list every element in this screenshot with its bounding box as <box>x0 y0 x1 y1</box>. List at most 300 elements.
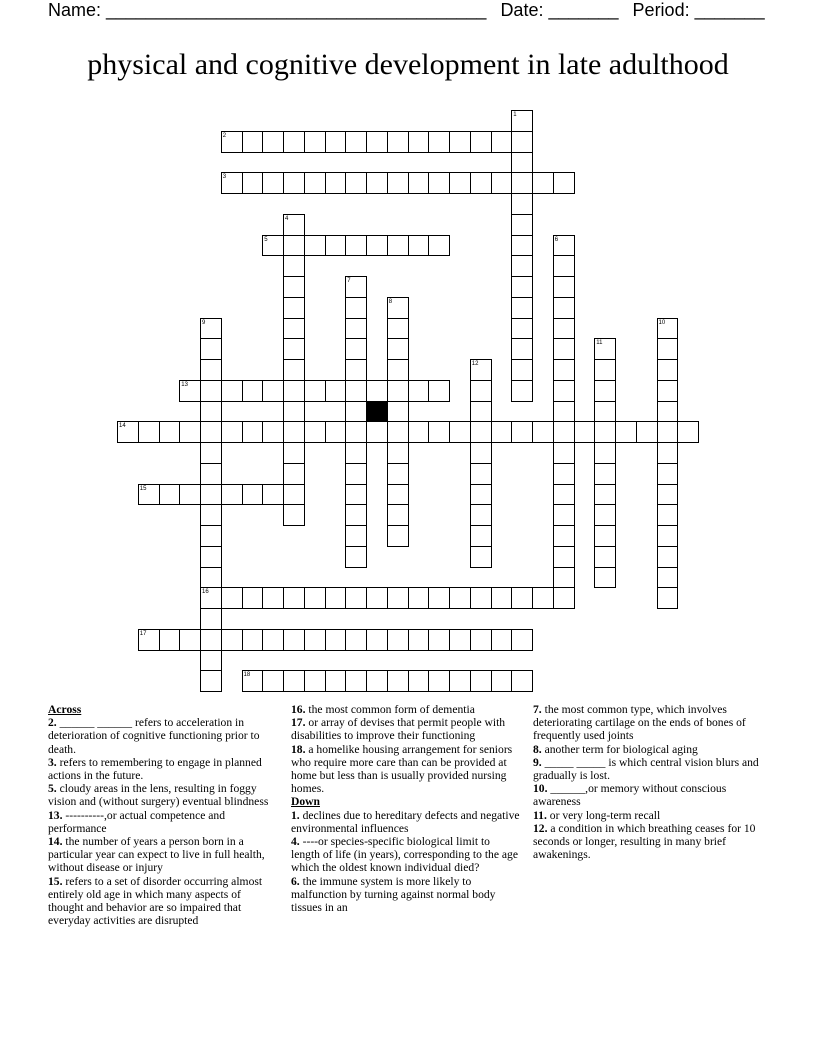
clue-item <box>291 743 521 796</box>
clue-number: 13. <box>48 808 66 822</box>
grid-cell[interactable] <box>511 152 533 174</box>
grid-cell[interactable] <box>345 629 367 651</box>
clue-number: 18. <box>291 742 309 756</box>
grid-cell[interactable] <box>553 484 575 506</box>
grid-cell[interactable] <box>594 463 616 485</box>
grid-cell[interactable] <box>366 670 388 692</box>
clue-number-label: 15 <box>139 485 147 492</box>
grid-cell[interactable] <box>200 338 222 360</box>
grid-cell[interactable] <box>511 318 533 340</box>
grid-cell[interactable] <box>262 670 284 692</box>
grid-cell[interactable] <box>387 504 409 526</box>
grid-cell[interactable] <box>428 629 450 651</box>
grid-cell[interactable] <box>532 421 554 443</box>
grid-cell[interactable] <box>345 401 367 423</box>
grid-cell[interactable] <box>387 235 409 257</box>
grid-cell[interactable] <box>200 670 222 692</box>
grid-cell[interactable] <box>408 670 430 692</box>
grid-cell[interactable] <box>200 629 222 651</box>
clue-text: a condition in which breathing ceases for 10 seconds or longer, resulting in many brief awakenings. <box>533 821 756 862</box>
clue-number-label: 4 <box>285 215 289 222</box>
grid-cell[interactable] <box>511 338 533 360</box>
clue-item <box>533 782 769 808</box>
grid-cell[interactable] <box>262 484 284 506</box>
grid-cell[interactable] <box>511 359 533 381</box>
grid-cell[interactable] <box>283 338 305 360</box>
clue-number: 10. <box>533 782 551 796</box>
grid-cell[interactable] <box>594 401 616 423</box>
clue-text: refers to a set of disorder occurring almost entirely old age in which many aspects of thought and behavior are so impaired that everyday activities are disrupted <box>48 874 263 928</box>
clue-number-label: 13 <box>181 381 188 388</box>
grid-cell[interactable] <box>325 131 347 153</box>
grid-cell[interactable] <box>594 380 616 402</box>
grid-cell[interactable] <box>200 380 222 402</box>
grid-cell[interactable] <box>200 421 222 443</box>
grid-cell[interactable] <box>594 567 616 589</box>
grid-cell[interactable] <box>242 172 264 194</box>
grid-cell[interactable] <box>553 401 575 423</box>
grid-cell[interactable] <box>325 629 347 651</box>
clues-column-1 <box>48 703 276 927</box>
grid-cell[interactable] <box>408 131 430 153</box>
grid-cell[interactable] <box>491 587 513 609</box>
grid-cell[interactable] <box>657 567 679 589</box>
grid-cell[interactable] <box>200 359 222 381</box>
grid-cell[interactable] <box>366 587 388 609</box>
grid-cell[interactable] <box>283 297 305 319</box>
grid-cell[interactable] <box>387 525 409 547</box>
grid-cell[interactable] <box>345 421 367 443</box>
grid-cell[interactable] <box>470 525 492 547</box>
clue-text: ______,or memory without conscious awareness <box>533 782 727 809</box>
grid-cell[interactable] <box>283 255 305 277</box>
clue-text: ----or species-specific biological limit to length of life (in years), corresponding to the age which the oldest known individual died? <box>291 835 518 875</box>
grid-cell[interactable] <box>470 587 492 609</box>
clue-number-label: 11 <box>596 340 603 347</box>
grid-cell[interactable] <box>511 172 533 194</box>
clue-item <box>533 822 769 862</box>
clue-number: 17. <box>291 716 309 730</box>
clue-number-label: 9 <box>202 319 206 326</box>
grid-cell[interactable] <box>657 484 679 506</box>
grid-cell[interactable] <box>553 380 575 402</box>
clue-number: 15. <box>48 874 66 888</box>
grid-cell[interactable] <box>387 463 409 485</box>
grid-cell[interactable] <box>387 421 409 443</box>
grid-cell[interactable] <box>553 172 575 194</box>
grid-cell[interactable] <box>179 629 201 651</box>
grid-cell[interactable] <box>470 484 492 506</box>
clue-item <box>291 716 521 742</box>
grid-cell[interactable] <box>470 546 492 568</box>
grid-cell[interactable] <box>221 421 243 443</box>
grid-cell[interactable] <box>657 442 679 464</box>
clue-text: a homelike housing arrangement for seniors who require more care than can be provided at home but less than is usually provided nursing homes. <box>291 742 513 796</box>
grid-cell[interactable] <box>304 131 326 153</box>
grid-cell[interactable] <box>179 484 201 506</box>
clue-item <box>533 756 769 782</box>
grid-cell[interactable] <box>470 629 492 651</box>
grid-cell[interactable] <box>387 359 409 381</box>
grid-cell[interactable] <box>345 235 367 257</box>
grid-cell[interactable] <box>242 587 264 609</box>
grid-cell[interactable] <box>511 131 533 153</box>
grid-cell[interactable] <box>532 587 554 609</box>
grid-cell[interactable] <box>657 359 679 381</box>
grid-cell[interactable] <box>345 484 367 506</box>
grid-cell[interactable] <box>677 421 699 443</box>
clue-text: declines due to hereditary defects and negative environmental influences <box>291 808 520 835</box>
name-field[interactable]: Name: ______________________________________ <box>48 0 487 20</box>
grid-cell[interactable] <box>511 629 533 651</box>
grid-cell[interactable] <box>387 172 409 194</box>
grid-cell[interactable] <box>283 318 305 340</box>
clue-number: 12. <box>533 821 551 835</box>
grid-cell[interactable] <box>200 608 222 630</box>
clues-column-2 <box>291 703 521 914</box>
grid-cell[interactable] <box>262 629 284 651</box>
grid-cell[interactable] <box>325 670 347 692</box>
grid-cell[interactable] <box>366 235 388 257</box>
grid-cell[interactable] <box>345 442 367 464</box>
grid-cell[interactable] <box>345 525 367 547</box>
grid-cell[interactable] <box>159 629 181 651</box>
grid-cell[interactable] <box>491 172 513 194</box>
grid-cell[interactable] <box>200 463 222 485</box>
down-heading: Down <box>291 795 320 809</box>
grid-cell[interactable] <box>408 235 430 257</box>
clue-number: 4. <box>291 835 303 849</box>
grid-cell[interactable] <box>200 650 222 672</box>
grid-cell[interactable] <box>428 172 450 194</box>
grid-cell[interactable] <box>553 567 575 589</box>
grid-cell[interactable] <box>387 670 409 692</box>
grid-cell[interactable] <box>387 318 409 340</box>
grid-cell[interactable] <box>511 235 533 257</box>
grid-cell[interactable] <box>511 255 533 277</box>
grid-cell[interactable] <box>283 172 305 194</box>
grid-cell[interactable] <box>345 504 367 526</box>
grid-cell[interactable] <box>387 629 409 651</box>
grid-cell[interactable] <box>283 670 305 692</box>
grid-cell[interactable] <box>511 297 533 319</box>
clue-number-label: 2 <box>222 132 227 139</box>
grid-cell[interactable] <box>470 131 492 153</box>
grid-cell[interactable] <box>283 421 305 443</box>
grid-cell[interactable] <box>408 421 430 443</box>
grid-cell[interactable] <box>428 131 450 153</box>
grid-cell[interactable] <box>491 670 513 692</box>
grid-cell[interactable] <box>200 567 222 589</box>
grid-cell[interactable] <box>345 338 367 360</box>
grid-cell[interactable] <box>553 318 575 340</box>
grid-cell[interactable] <box>325 421 347 443</box>
grid-cell[interactable] <box>408 380 430 402</box>
grid-cell[interactable] <box>345 172 367 194</box>
grid-cell[interactable] <box>283 359 305 381</box>
grid-cell[interactable] <box>553 546 575 568</box>
grid-cell[interactable] <box>200 401 222 423</box>
grid-cell[interactable] <box>345 380 367 402</box>
grid-cell[interactable] <box>470 401 492 423</box>
grid-cell[interactable] <box>553 421 575 443</box>
grid-cell[interactable] <box>200 484 222 506</box>
grid-cell[interactable] <box>242 484 264 506</box>
grid-cell[interactable] <box>553 255 575 277</box>
grid-cell[interactable] <box>470 442 492 464</box>
grid-cell[interactable] <box>345 359 367 381</box>
clue-number: 11. <box>533 808 550 822</box>
grid-cell[interactable] <box>366 421 388 443</box>
clue-number: 9. <box>533 755 545 769</box>
grid-cell[interactable] <box>470 172 492 194</box>
grid-cell[interactable] <box>283 131 305 153</box>
grid-cell[interactable] <box>553 338 575 360</box>
grid-cell[interactable] <box>449 172 471 194</box>
grid-cell[interactable] <box>304 380 326 402</box>
grid-cell[interactable] <box>242 629 264 651</box>
grid-cell[interactable] <box>387 131 409 153</box>
grid-cell[interactable] <box>470 421 492 443</box>
grid-cell[interactable] <box>366 131 388 153</box>
clue-item <box>533 743 769 756</box>
grid-cell[interactable] <box>366 380 388 402</box>
clue-number: 8. <box>533 742 545 756</box>
grid-cell[interactable] <box>449 421 471 443</box>
grid-cell[interactable] <box>262 587 284 609</box>
grid-cell[interactable] <box>553 442 575 464</box>
grid-cell[interactable] <box>636 421 658 443</box>
clue-number-label: 1 <box>513 112 517 118</box>
grid-cell[interactable] <box>553 297 575 319</box>
clue-text: or very long-term recall <box>549 808 661 822</box>
across-heading: Across <box>48 703 82 716</box>
grid-cell[interactable] <box>366 172 388 194</box>
grid-cell[interactable] <box>470 380 492 402</box>
clue-text: or array of devises that permit people with disabilities to improve their functioning <box>291 716 506 743</box>
grid-cell[interactable] <box>325 380 347 402</box>
grid-cell[interactable] <box>387 380 409 402</box>
grid-cell[interactable] <box>304 587 326 609</box>
grid-cell[interactable] <box>283 276 305 298</box>
grid-cell[interactable] <box>283 380 305 402</box>
grid-cell[interactable] <box>159 421 181 443</box>
grid-cell[interactable] <box>200 442 222 464</box>
grid-cell[interactable] <box>304 235 326 257</box>
clue-number-label: 17 <box>139 630 147 637</box>
clue-item <box>48 756 276 782</box>
grid-cell[interactable] <box>221 380 243 402</box>
clue-text: ----------,or actual competence and performance <box>48 808 226 835</box>
grid-cell[interactable] <box>594 504 616 526</box>
grid-cell[interactable] <box>511 670 533 692</box>
grid-cell[interactable] <box>657 401 679 423</box>
black-square <box>366 401 388 423</box>
grid-cell[interactable] <box>200 546 222 568</box>
clue-number: 1. <box>291 808 303 822</box>
clue-item <box>48 875 276 928</box>
grid-cell[interactable] <box>283 442 305 464</box>
grid-cell[interactable] <box>657 546 679 568</box>
page-title: physical and cognitive development in late adulthood <box>87 48 729 81</box>
grid-cell[interactable] <box>657 504 679 526</box>
grid-cell[interactable] <box>657 380 679 402</box>
grid-cell[interactable] <box>304 629 326 651</box>
grid-cell[interactable] <box>532 172 554 194</box>
clue-text: cloudy areas in the lens, resulting in foggy vision and (without surgery) eventual blindness <box>48 782 269 809</box>
clue-item <box>48 716 276 756</box>
grid-cell[interactable] <box>408 172 430 194</box>
clue-number: 7. <box>533 703 545 716</box>
grid-cell[interactable] <box>594 421 616 443</box>
grid-cell[interactable] <box>366 629 388 651</box>
grid-cell[interactable] <box>615 421 637 443</box>
grid-cell[interactable] <box>594 442 616 464</box>
clue-text: refers to remembering to engage in planned actions in the future. <box>48 755 262 783</box>
clue-text: the most common form of dementia <box>308 703 475 716</box>
clue-text: ______ ______ refers to acceleration in deterioration of cognitive functioning prior to death. <box>48 716 260 756</box>
clue-item <box>48 809 276 835</box>
clue-number: 2. <box>48 716 60 730</box>
grid-cell[interactable] <box>283 484 305 506</box>
grid-cell[interactable] <box>594 525 616 547</box>
grid-cell[interactable] <box>449 131 471 153</box>
grid-cell[interactable] <box>428 235 450 257</box>
grid-cell[interactable] <box>553 463 575 485</box>
grid-cell[interactable] <box>511 380 533 402</box>
grid-cell[interactable] <box>262 380 284 402</box>
grid-cell[interactable] <box>345 670 367 692</box>
clue-item <box>533 703 769 743</box>
grid-cell[interactable] <box>657 421 679 443</box>
grid-cell[interactable] <box>387 484 409 506</box>
grid-cell[interactable] <box>511 421 533 443</box>
clue-number-label: 3 <box>222 174 227 181</box>
grid-cell[interactable] <box>491 131 513 153</box>
grid-cell[interactable] <box>283 587 305 609</box>
grid-cell[interactable] <box>511 276 533 298</box>
grid-cell[interactable] <box>221 484 243 506</box>
grid-cell[interactable] <box>262 421 284 443</box>
grid-cell[interactable] <box>428 421 450 443</box>
grid-cell[interactable] <box>159 484 181 506</box>
grid-cell[interactable] <box>221 587 243 609</box>
grid-cell[interactable] <box>387 338 409 360</box>
grid-cell[interactable] <box>553 504 575 526</box>
grid-cell[interactable] <box>594 484 616 506</box>
grid-cell[interactable] <box>449 587 471 609</box>
grid-cell[interactable] <box>345 463 367 485</box>
grid-cell[interactable] <box>387 587 409 609</box>
grid-cell[interactable] <box>325 172 347 194</box>
grid-cell[interactable] <box>657 338 679 360</box>
grid-cell[interactable] <box>470 504 492 526</box>
grid-cell[interactable] <box>304 670 326 692</box>
grid-cell[interactable] <box>553 587 575 609</box>
clue-item <box>291 835 521 875</box>
period-field[interactable]: Period: _______ <box>632 0 765 20</box>
clue-number: 3. <box>48 755 60 769</box>
grid-cell[interactable] <box>594 359 616 381</box>
grid-cell[interactable] <box>242 131 264 153</box>
clue-text: _____ _____ is which central vision blurs and gradually is lost. <box>533 755 759 783</box>
grid-cell[interactable] <box>574 421 596 443</box>
clue-number: 14. <box>48 835 66 849</box>
grid-cell[interactable] <box>428 670 450 692</box>
date-field[interactable]: Date: _______ <box>500 0 619 20</box>
grid-cell[interactable] <box>242 380 264 402</box>
grid-cell[interactable] <box>511 214 533 236</box>
grid-cell[interactable] <box>470 463 492 485</box>
clue-number-label: 16 <box>202 589 209 596</box>
grid-cell[interactable] <box>325 587 347 609</box>
grid-cell[interactable] <box>657 587 679 609</box>
grid-cell[interactable] <box>345 587 367 609</box>
grid-cell[interactable] <box>283 629 305 651</box>
grid-cell[interactable] <box>283 504 305 526</box>
grid-cell[interactable] <box>283 463 305 485</box>
grid-cell[interactable] <box>657 463 679 485</box>
clue-text: the immune system is more likely to malfunction by turning against normal body tissues in an <box>291 874 496 915</box>
grid-cell[interactable] <box>345 297 367 319</box>
grid-cell[interactable] <box>428 380 450 402</box>
grid-cell[interactable] <box>262 131 284 153</box>
grid-cell[interactable] <box>345 546 367 568</box>
grid-cell[interactable] <box>325 235 347 257</box>
grid-cell[interactable] <box>594 546 616 568</box>
clue-number-label: 6 <box>554 236 559 243</box>
grid-cell[interactable] <box>511 193 533 215</box>
grid-cell[interactable] <box>304 421 326 443</box>
grid-cell[interactable] <box>553 525 575 547</box>
grid-cell[interactable] <box>491 629 513 651</box>
grid-cell[interactable] <box>408 629 430 651</box>
clue-number-label: 10 <box>658 319 666 326</box>
grid-cell[interactable] <box>553 276 575 298</box>
grid-cell[interactable] <box>511 587 533 609</box>
grid-cell[interactable] <box>657 525 679 547</box>
grid-cell[interactable] <box>179 421 201 443</box>
grid-cell[interactable] <box>428 587 450 609</box>
grid-cell[interactable] <box>449 670 471 692</box>
grid-cell[interactable] <box>345 131 367 153</box>
grid-cell[interactable] <box>553 359 575 381</box>
grid-cell[interactable] <box>345 318 367 340</box>
grid-cell[interactable] <box>491 421 513 443</box>
clue-number: 6. <box>291 874 303 888</box>
clue-number-label: 8 <box>388 298 393 305</box>
grid-cell[interactable] <box>138 421 160 443</box>
grid-cell[interactable] <box>283 401 305 423</box>
grid-cell[interactable] <box>470 670 492 692</box>
grid-cell[interactable] <box>200 525 222 547</box>
grid-cell[interactable] <box>283 235 305 257</box>
grid-cell[interactable] <box>304 172 326 194</box>
clue-item <box>291 809 521 835</box>
clues-column-3 <box>533 703 769 861</box>
clue-text: another term for biological aging <box>544 742 698 756</box>
grid-cell[interactable] <box>408 587 430 609</box>
clue-item <box>48 782 276 808</box>
clue-item <box>533 809 769 822</box>
grid-cell[interactable] <box>449 629 471 651</box>
grid-cell[interactable] <box>221 629 243 651</box>
grid-cell[interactable] <box>387 442 409 464</box>
grid-cell[interactable] <box>242 421 264 443</box>
grid-cell[interactable] <box>387 401 409 423</box>
grid-cell[interactable] <box>262 172 284 194</box>
grid-cell[interactable] <box>200 504 222 526</box>
